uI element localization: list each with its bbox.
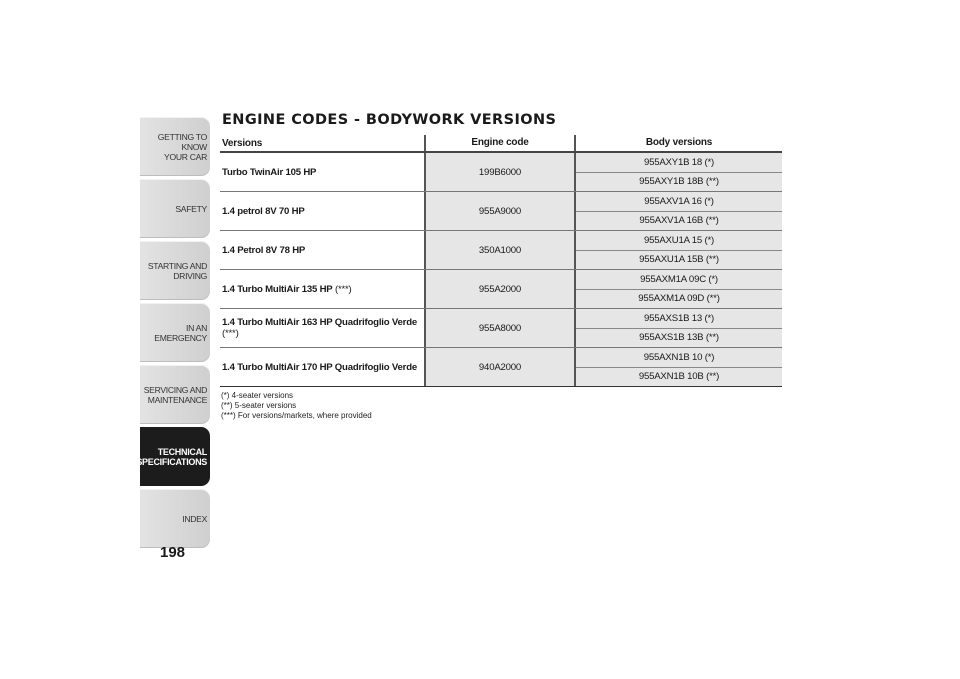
footnote: (**) 5-seater versions — [221, 401, 297, 410]
engine-code-cell: 955A2000 — [424, 270, 574, 308]
table-row — [220, 153, 782, 192]
body-version: 955AXV1A 16 (*) — [576, 192, 782, 211]
table-row — [220, 231, 782, 270]
tab-label: GETTING TO KNOW YOUR CAR — [157, 131, 207, 162]
main-content — [220, 112, 782, 421]
table-row — [220, 348, 782, 387]
tab-label: TECHNICAL SPECIFICATIONS — [136, 446, 207, 467]
tab-in-an-emergency[interactable] — [140, 303, 210, 362]
tab-label: SAFETY — [175, 203, 207, 214]
body-version: 955AXM1A 09C (*) — [576, 270, 782, 289]
section-title: ENGINE CODES - BODYWORK VERSIONS — [222, 112, 557, 128]
body-version: 955AXV1A 16B (**) — [576, 211, 782, 231]
engine-code-cell: 955A9000 — [424, 192, 574, 230]
version-name: 1.4 Turbo MultiAir 170 HP Quadrifoglio Verde — [222, 361, 418, 373]
body-versions-cell — [574, 309, 782, 347]
version-name: 1.4 Petrol 8V 78 HP — [222, 244, 306, 256]
engine-code-cell: 940A2000 — [424, 348, 574, 386]
body-version: 955AXY1B 18B (**) — [576, 172, 782, 192]
version-cell — [220, 270, 424, 308]
page-number: 198 — [160, 544, 186, 561]
body-versions-cell — [574, 153, 782, 191]
tab-label: IN AN EMERGENCY — [154, 322, 207, 343]
body-versions-cell — [574, 231, 782, 269]
version-cell — [220, 309, 424, 347]
footnote: (*) 4-seater versions — [221, 391, 294, 400]
table-row — [220, 309, 782, 348]
table-header — [220, 135, 782, 151]
engine-code-cell: 350A1000 — [424, 231, 574, 269]
body-version: 955AXN1B 10 (*) — [576, 348, 782, 367]
tab-index[interactable] — [140, 489, 210, 548]
tab-label: SERVICING AND MAINTENANCE — [143, 384, 207, 405]
body-version: 955AXS1B 13 (*) — [576, 309, 782, 328]
tab-starting-and-driving[interactable] — [140, 241, 210, 300]
tab-label: STARTING AND DRIVING — [147, 260, 207, 281]
version-cell — [220, 192, 424, 230]
table-row — [220, 270, 782, 309]
version-cell — [220, 231, 424, 269]
header-engine-code: Engine code — [424, 135, 574, 151]
version-name: Turbo TwinAir 105 HP — [222, 166, 317, 178]
version-name: 1.4 Turbo MultiAir 163 HP Quadrifoglio Verde — [222, 317, 418, 328]
body-versions-cell — [574, 270, 782, 308]
engine-code-cell: 955A8000 — [424, 309, 574, 347]
tab-label: INDEX — [182, 513, 207, 524]
version-name: 1.4 petrol 8V 70 HP — [222, 205, 305, 217]
tab-getting-to-know-your-car[interactable] — [140, 117, 210, 176]
tab-technical-specifications[interactable] — [136, 427, 210, 486]
version-cell — [220, 348, 424, 386]
body-version: 955AXM1A 09D (**) — [576, 289, 782, 309]
footnote: (***) For versions/markets, where provided — [221, 411, 372, 420]
body-version: 955AXU1A 15 (*) — [576, 231, 782, 250]
body-versions-cell — [574, 192, 782, 230]
version-note: (***) — [222, 328, 239, 339]
body-version: 955AXN1B 10B (**) — [576, 367, 782, 387]
body-version: 955AXS1B 13B (**) — [576, 328, 782, 348]
engine-codes-table — [220, 151, 782, 387]
body-version: 955AXU1A 15B (**) — [576, 250, 782, 270]
table-row — [220, 192, 782, 231]
version-name: 1.4 Turbo MultiAir 135 HP — [222, 283, 333, 295]
body-versions-cell — [574, 348, 782, 386]
tab-servicing-and-maintenance[interactable] — [140, 365, 210, 424]
header-body-versions: Body versions — [574, 135, 782, 151]
version-note: (***) — [332, 283, 352, 295]
tab-safety[interactable] — [140, 179, 210, 238]
header-versions: Versions — [222, 137, 263, 149]
body-version: 955AXY1B 18 (*) — [576, 153, 782, 172]
version-cell — [220, 153, 424, 191]
engine-code-cell: 199B6000 — [424, 153, 574, 191]
footnotes — [220, 391, 782, 421]
